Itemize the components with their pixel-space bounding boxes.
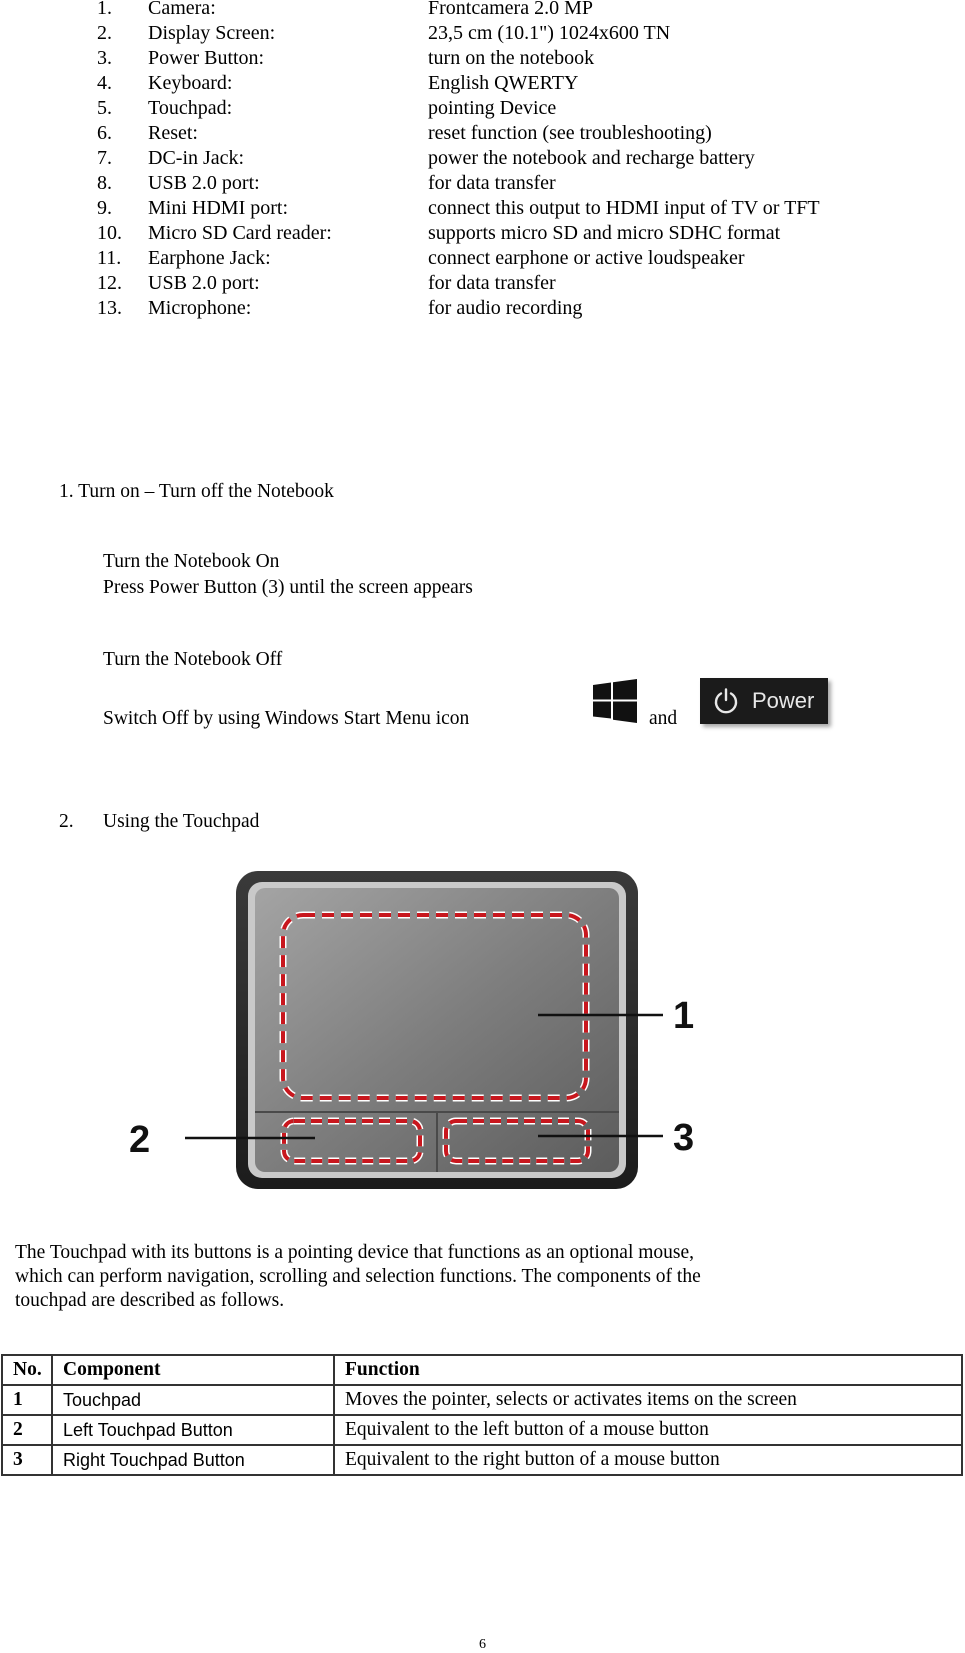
spec-name: USB 2.0 port:: [148, 172, 260, 194]
and-text: and: [649, 708, 678, 729]
spec-name: USB 2.0 port:: [148, 272, 260, 294]
spec-value: reset function (see troubleshooting): [428, 122, 712, 144]
spec-name: DC-in Jack:: [148, 147, 245, 169]
spec-number: 13.: [97, 297, 122, 319]
turn-on-text: Press Power Button (3) until the screen appears: [103, 577, 473, 598]
spec-number: 3.: [97, 47, 112, 69]
spec-row: [0, 147, 965, 172]
spec-number: 6.: [97, 122, 112, 144]
touchpad-diagram: [120, 868, 720, 1193]
spec-row: [0, 122, 965, 147]
spec-value: turn on the notebook: [428, 47, 595, 69]
spec-name: Microphone:: [148, 297, 252, 319]
power-label: Power: [752, 688, 815, 713]
spec-row: [0, 72, 965, 97]
header-component: Component: [52, 1355, 334, 1385]
callout-number-1: 1: [673, 995, 695, 1037]
spec-number: 10.: [97, 222, 122, 244]
spec-value: pointing Device: [428, 97, 557, 119]
cell-function: Moves the pointer, selects or activates items on the screen: [334, 1385, 962, 1415]
spec-value: power the notebook and recharge battery: [428, 147, 755, 169]
spec-number: 2.: [97, 22, 112, 44]
spec-number: 11.: [97, 247, 122, 269]
header-no: No.: [2, 1355, 52, 1385]
cell-no: 3: [2, 1445, 52, 1475]
component-table: [1, 1354, 963, 1476]
section-heading-turn-on-off: 1. Turn on – Turn off the Notebook: [59, 481, 334, 502]
cell-component: Touchpad: [52, 1385, 334, 1415]
table-row: [2, 1385, 962, 1415]
spec-row: [0, 197, 965, 222]
spec-value: connect this output to HDMI input of TV or TFT: [428, 197, 820, 219]
cell-no: 2: [2, 1415, 52, 1445]
spec-row: [0, 172, 965, 197]
power-icon: [712, 687, 740, 715]
spec-name: Earphone Jack:: [148, 247, 271, 269]
spec-row: [0, 222, 965, 247]
cell-function: Equivalent to the left button of a mouse button: [334, 1415, 962, 1445]
description-line: The Touchpad with its buttons is a pointing device that functions as an optional mouse,: [15, 1242, 695, 1263]
spec-value: 23,5 cm (10.1") 1024x600 TN: [428, 22, 671, 44]
table-header-row: [2, 1355, 962, 1385]
spec-name: Reset:: [148, 122, 198, 144]
spec-value: connect earphone or active loudspeaker: [428, 247, 745, 269]
cell-component: Left Touchpad Button: [52, 1415, 334, 1445]
cell-function: Equivalent to the right button of a mouse button: [334, 1445, 962, 1475]
power-button-image: [700, 678, 828, 724]
spec-number: 1.: [97, 0, 112, 19]
callout-number-3: 3: [673, 1117, 695, 1159]
turn-off-title: Turn the Notebook Off: [103, 649, 283, 670]
cell-no: 1: [2, 1385, 52, 1415]
spec-row: [0, 47, 965, 72]
spec-name: Touchpad:: [148, 97, 233, 119]
page-number: 6: [479, 1637, 486, 1652]
cell-component: Right Touchpad Button: [52, 1445, 334, 1475]
callout-number-2: 2: [129, 1119, 151, 1161]
spec-value: for data transfer: [428, 272, 556, 294]
spec-number: 7.: [97, 147, 112, 169]
section-heading-touchpad: Using the Touchpad: [103, 811, 260, 832]
spec-row: [0, 0, 965, 22]
spec-value: for data transfer: [428, 172, 556, 194]
section-number: 2.: [59, 811, 74, 832]
spec-row: [0, 97, 965, 122]
spec-name: Micro SD Card reader:: [148, 222, 332, 244]
spec-name: Power Button:: [148, 47, 265, 69]
spec-number: 4.: [97, 72, 112, 94]
spec-value: supports micro SD and micro SDHC format: [428, 222, 781, 244]
spec-name: Display Screen:: [148, 22, 276, 44]
turn-on-title: Turn the Notebook On: [103, 551, 280, 572]
description-line: which can perform navigation, scrolling and selection functions. The components of the: [15, 1266, 701, 1287]
spec-number: 5.: [97, 97, 112, 119]
windows-start-icon: [593, 679, 637, 723]
spec-value: English QWERTY: [428, 72, 579, 94]
spec-name: Camera:: [148, 0, 216, 19]
spec-number: 8.: [97, 172, 112, 194]
spec-number: 12.: [97, 272, 122, 294]
turn-off-text: Switch Off by using Windows Start Menu icon: [103, 708, 470, 729]
table-row: [2, 1415, 962, 1445]
spec-row: [0, 272, 965, 297]
spec-name: Keyboard:: [148, 72, 233, 94]
spec-value: Frontcamera 2.0 MP: [428, 0, 593, 19]
header-function: Function: [334, 1355, 962, 1385]
spec-row: [0, 22, 965, 47]
spec-number: 9.: [97, 197, 112, 219]
table-row: [2, 1445, 962, 1475]
spec-name: Mini HDMI port:: [148, 197, 288, 219]
spec-row: [0, 247, 965, 272]
description-line: touchpad are described as follows.: [15, 1290, 285, 1311]
spec-value: for audio recording: [428, 297, 583, 319]
spec-row: [0, 297, 965, 322]
